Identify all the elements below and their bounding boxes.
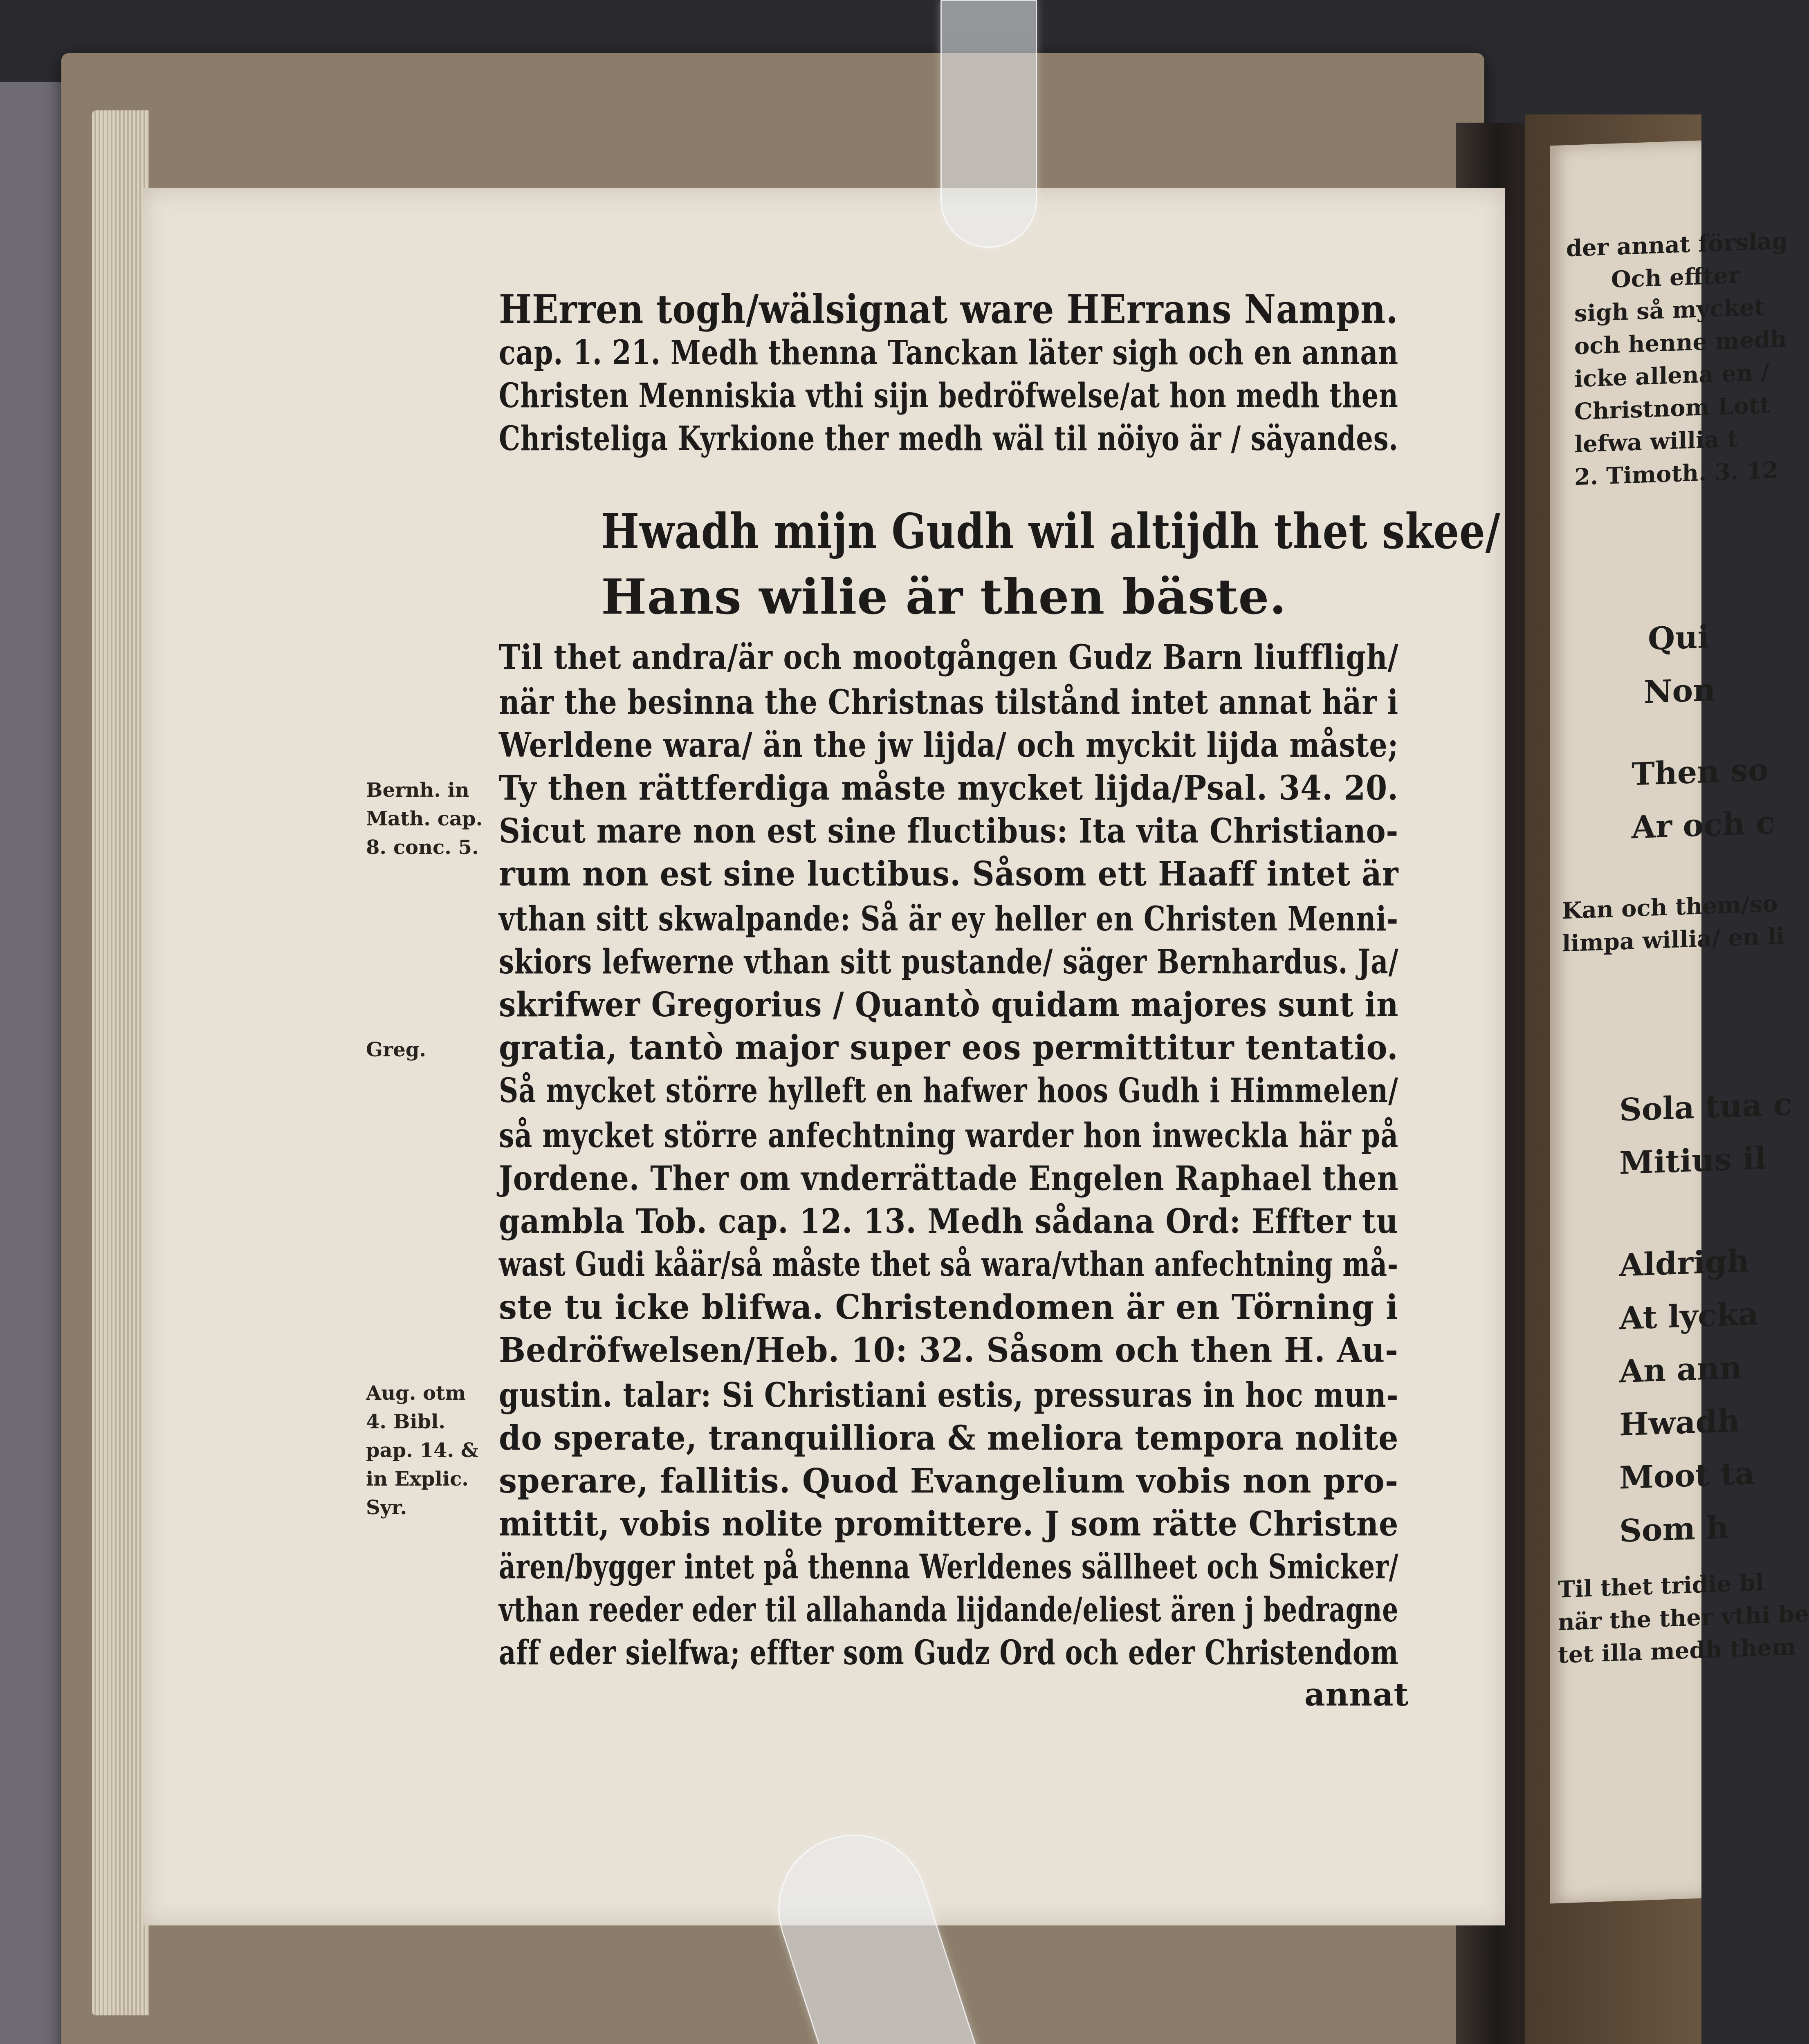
text-line: sperare, fallitis. Quod Evangelium vobis non pro- — [499, 1461, 1399, 1501]
text-line: Til thet andra/är och mootgången Gudz Barn liuffligh/ — [499, 638, 1399, 677]
facing-line: limpa willia/ en li — [1562, 922, 1785, 957]
facing-line: Kan och them/so — [1562, 890, 1778, 925]
text-line: HErren togh/wälsignat ware HErrans Nampn. — [499, 286, 1398, 332]
page-clip-top — [940, 0, 1037, 248]
margin-note-bernh: Math. cap. — [366, 807, 483, 830]
facing-line: och henne medh — [1574, 325, 1787, 360]
text-line: Jordene. Ther om vnderrättade Engelen Raphael then — [499, 1159, 1399, 1198]
text-line: gambla Tob. cap. 12. 13. Medh sådana Ord: Effter tu — [499, 1202, 1398, 1241]
facing-line: 2. Timoth. 3. 12 — [1574, 456, 1778, 491]
facing-line: der annat förslag — [1566, 227, 1788, 262]
facing-line: lefwa willia t — [1574, 425, 1738, 458]
text-line: mittit, vobis nolite promittere. J som rätte Christne — [499, 1504, 1399, 1544]
text-line: gustin. talar: Si Christiani estis, pressuras in hoc mun- — [499, 1376, 1399, 1415]
margin-note-aug: pap. 14. & — [366, 1439, 479, 1462]
margin-note-greg: Greg. — [366, 1038, 426, 1061]
margin-note-aug: in Explic. — [366, 1468, 469, 1490]
margin-note-bernh: 8. conc. 5. — [366, 836, 479, 859]
facing-line: Mitius il — [1619, 1139, 1766, 1181]
text-line: när the besinna the Christnas tilstånd intet annat här i — [499, 683, 1399, 722]
text-line: Sicut mare non est sine fluctibus: Ita vita Christiano- — [499, 811, 1399, 851]
text-line: wast Gudi kåär/så måste thet så wara/vthan anfechtning må- — [499, 1245, 1398, 1284]
hymn-line: Hans wilie är then bäste. — [601, 568, 1287, 625]
text-line: rum non est sine luctibus. Såsom ett Haaff intet är — [499, 854, 1399, 894]
facing-line: Qui — [1648, 618, 1710, 657]
text-line: så mycket större anfechtning warder hon inweckla här på — [499, 1116, 1399, 1155]
text-line: Ty then rättferdiga måste mycket lijda/Psal. 34. 20. — [499, 769, 1399, 808]
facing-line: Sola tua c — [1619, 1085, 1792, 1128]
facing-line: Som h — [1619, 1509, 1729, 1549]
facing-line: tet illa medh them — [1558, 1633, 1796, 1669]
facing-line: Ar och c — [1632, 804, 1775, 846]
facing-line: Til thet tridie bl — [1558, 1569, 1764, 1603]
text-line: ären/bygger intet på thenna Werldenes sällheet och Smicker/ — [499, 1547, 1399, 1587]
text-line: vthan reeder eder til allahanda lijdande/eliest ären j bedragne — [499, 1590, 1399, 1629]
facing-line: sigh så mycket — [1574, 294, 1765, 327]
facing-line: Och effter — [1611, 262, 1740, 294]
facing-line: Non — [1644, 671, 1716, 710]
facing-line: icke allena en / — [1574, 359, 1769, 393]
margin-note-aug: 4. Bibl. — [366, 1410, 446, 1433]
facing-line: när the ther vthi be — [1558, 1600, 1809, 1636]
text-line: skrifwer Gregorius / Quantò quidam majores sunt in — [499, 985, 1399, 1024]
text-line: gratia, tantò major super eos permittitur tentatio. — [499, 1028, 1398, 1067]
text-line: vthan sitt skwalpande: Så är ey heller en Christen Menni- — [499, 899, 1398, 939]
facing-line: Christnom Lott — [1574, 391, 1770, 426]
facing-line: At lycka — [1619, 1295, 1759, 1337]
text-line: ste tu icke blifwa. Christendomen är en Törning i — [499, 1288, 1398, 1327]
margin-note-bernh: Bernh. in — [366, 779, 469, 802]
hymn-line: Hwadh mijn Gudh wil altijdh thet skee/ — [601, 503, 1501, 560]
text-line: Christeliga Kyrkione ther medh wäl til nöiyo är / säyandes. — [499, 419, 1398, 458]
text-line: Så mycket större hylleft en hafwer hoos Gudh i Himmelen/ — [499, 1071, 1398, 1110]
text-line: do sperate, tranquilliora & meliora tempora nolite — [499, 1419, 1399, 1458]
facing-line: Moot ta — [1619, 1455, 1755, 1496]
text-line: Bedröfwelsen/Heb. 10: 32. Såsom och then H. Au- — [499, 1331, 1398, 1370]
text-line: cap. 1. 21. Medh thenna Tanckan läter sigh och en annan — [499, 333, 1398, 372]
catchword: annat — [1304, 1676, 1409, 1713]
facing-line: An ann — [1619, 1349, 1742, 1390]
page-stack-edge — [92, 110, 149, 2015]
margin-note-aug: Syr. — [366, 1496, 407, 1519]
margin-note-aug: Aug. otm — [366, 1382, 466, 1405]
text-line: aff eder sielfwa; effter som Gudz Ord och eder Christendom — [499, 1633, 1399, 1672]
text-line: Werldene wara/ än the jw lijda/ och myckit lijda måste; — [499, 726, 1399, 765]
text-line: skiors lefwerne vthan sitt pustande/ säger Bernhardus. Ja/ — [499, 942, 1399, 982]
text-line: Christen Menniskia vthi sijn bedröfwelse/at hon medh then — [499, 376, 1398, 415]
facing-line: Aldrigh — [1619, 1242, 1750, 1284]
facing-line: Then so — [1632, 751, 1769, 793]
facing-line: Hwadh — [1619, 1402, 1740, 1443]
facing-page — [1550, 141, 1809, 1904]
